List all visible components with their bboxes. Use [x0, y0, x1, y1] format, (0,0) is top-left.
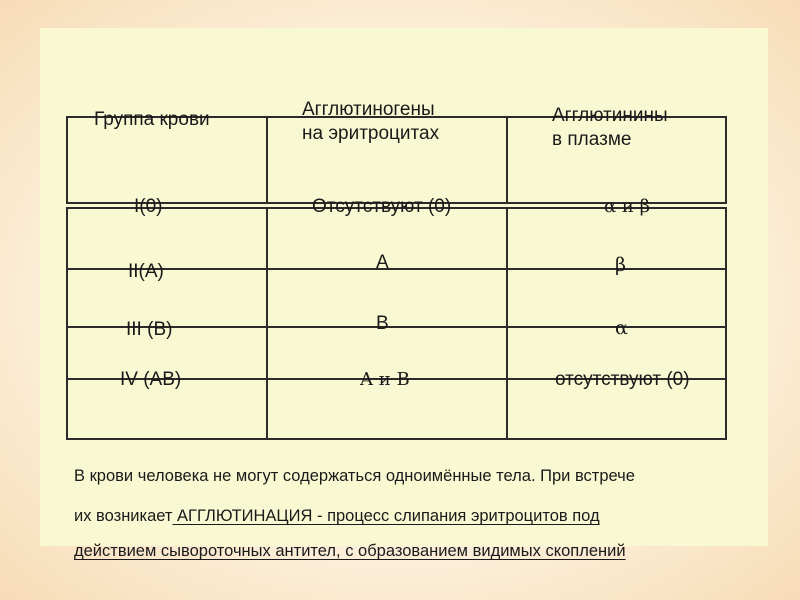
header-label-agglutinins-line1: Агглютинины [552, 105, 668, 126]
agglutination-definition: АГГЛЮТИНАЦИЯ - процесс слипания эритроцитов под [172, 507, 600, 525]
table-header-row [67, 117, 726, 203]
cell-group-text: II(A) [128, 261, 164, 282]
table-row [67, 379, 726, 439]
cell-agglutinins-text: α и β [604, 196, 651, 217]
header-label-agglutinogens-line2: на эритроцитах [302, 123, 440, 144]
header-cell-blood-group [67, 109, 267, 203]
paragraph-line-3: действием сывороточных антител, с образованием видимых скоплений [74, 542, 626, 560]
header-label-agglutinins-line2: в плазме [552, 129, 632, 150]
cell-agglutinins-text: α [615, 317, 628, 339]
header-label-blood-group: Группа крови [94, 109, 210, 130]
cell-agglutinogens-text: Отсутствуют (0) [312, 196, 452, 217]
cell-group [67, 196, 267, 269]
cell-agglutinogens-text: B [376, 313, 389, 334]
cell-agglutinogens-text: A [376, 252, 389, 273]
paragraph-line-2 [74, 506, 764, 526]
cell-agglutinins [507, 369, 726, 439]
header-label-agglutinogens-line1: Агглютиногены [302, 99, 435, 120]
cell-agglutinogens-text: A и B [360, 369, 410, 390]
cell-group-text: IV (AB) [120, 369, 182, 390]
cell-group-text: III (B) [126, 319, 173, 340]
table-row [67, 208, 726, 269]
paragraph-line-1: В крови человека не могут содержаться одноимённые тела. При встрече [74, 467, 635, 485]
cell-group [67, 369, 267, 439]
cell-agglutinins-text: отсутствуют (0) [555, 369, 690, 390]
header-cell-agglutinogens [267, 99, 507, 203]
cell-agglutinins-text: β [615, 254, 626, 276]
blood-group-table [66, 99, 727, 440]
cell-group-text: I(0) [134, 196, 163, 217]
paragraph-line-2-prefix: их возникает [74, 507, 173, 525]
cell-agglutinogens [267, 369, 507, 439]
header-cell-agglutinins [507, 105, 726, 203]
